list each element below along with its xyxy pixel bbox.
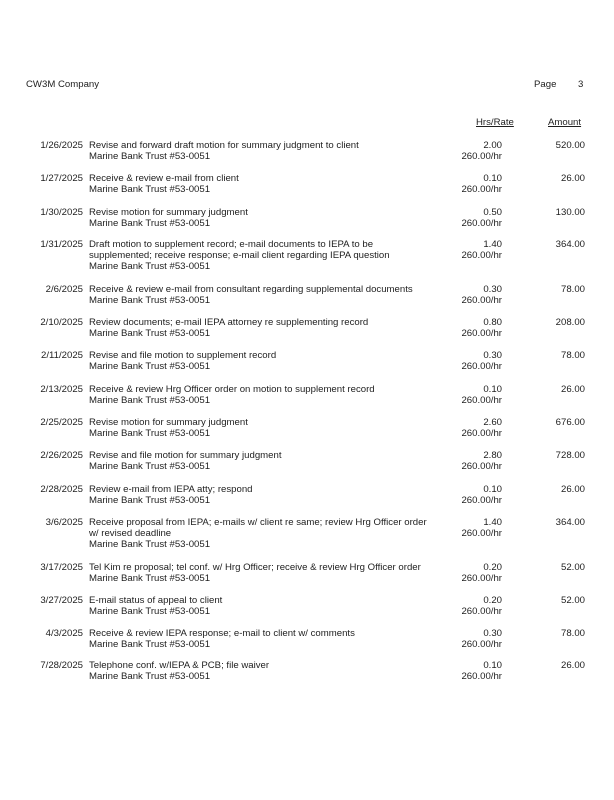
entry-matter: Marine Bank Trust #53-0051 bbox=[89, 261, 211, 272]
entry-amount: 26.00 bbox=[560, 660, 585, 671]
entry-amount: 26.00 bbox=[560, 173, 585, 184]
entry-date: 2/25/2025 bbox=[40, 417, 83, 428]
entry-hours: 0.20 bbox=[483, 562, 502, 573]
entry-hours: 0.80 bbox=[483, 317, 502, 328]
entry-amount: 208.00 bbox=[555, 317, 585, 328]
entry-hours: 2.80 bbox=[483, 450, 502, 461]
entry-description-line: Revise and file motion for summary judgment bbox=[89, 450, 282, 461]
entry-date: 2/13/2025 bbox=[40, 384, 83, 395]
entry-description bbox=[89, 417, 454, 439]
entry-hours: 0.10 bbox=[483, 484, 502, 495]
entry-rate: 260.00/hr bbox=[461, 218, 502, 229]
entry-description bbox=[89, 207, 454, 229]
entry-description-line: E-mail status of appeal to client bbox=[89, 595, 223, 606]
entry-matter: Marine Bank Trust #53-0051 bbox=[89, 151, 211, 162]
entry-matter: Marine Bank Trust #53-0051 bbox=[89, 328, 211, 339]
entry-hours: 0.30 bbox=[483, 628, 502, 639]
entry-matter: Marine Bank Trust #53-0051 bbox=[89, 428, 211, 439]
entry-matter: Marine Bank Trust #53-0051 bbox=[89, 539, 211, 550]
entry-date: 3/17/2025 bbox=[40, 562, 83, 573]
entry-hours: 0.50 bbox=[483, 207, 502, 218]
entry-description bbox=[89, 350, 454, 372]
entry-description-line: Telephone conf. w/IEPA & PCB; file waiver bbox=[89, 660, 270, 671]
entry-hours: 2.60 bbox=[483, 417, 502, 428]
entry-rate: 260.00/hr bbox=[461, 295, 502, 306]
entry-description-line: Receive & review IEPA response; e-mail to client w/ comments bbox=[89, 628, 355, 639]
entry-description-line: Receive proposal from IEPA; e-mails w/ client re same; review Hrg Officer order bbox=[89, 517, 427, 528]
entry-rate: 260.00/hr bbox=[461, 495, 502, 506]
entry-amount: 520.00 bbox=[555, 140, 585, 151]
entry-rate: 260.00/hr bbox=[461, 461, 502, 472]
entry-date: 3/6/2025 bbox=[45, 517, 83, 528]
entry-description-line: Review e-mail from IEPA atty; respond bbox=[89, 484, 253, 495]
entry-rate: 260.00/hr bbox=[461, 671, 502, 682]
entry-matter: Marine Bank Trust #53-0051 bbox=[89, 671, 211, 682]
entry-date: 1/26/2025 bbox=[40, 140, 83, 151]
entry-hours: 0.30 bbox=[483, 350, 502, 361]
entry-date: 2/28/2025 bbox=[40, 484, 83, 495]
entry-description bbox=[89, 484, 454, 506]
entry-description bbox=[89, 628, 454, 650]
entry-amount: 676.00 bbox=[555, 417, 585, 428]
entry-date: 1/31/2025 bbox=[40, 239, 83, 250]
entry-hours: 0.20 bbox=[483, 595, 502, 606]
entry-date: 2/6/2025 bbox=[45, 284, 83, 295]
entry-hours: 0.10 bbox=[483, 660, 502, 671]
entry-hours: 1.40 bbox=[483, 239, 502, 250]
entry-rate: 260.00/hr bbox=[461, 395, 502, 406]
entry-description bbox=[89, 384, 454, 406]
entry-description-line: w/ revised deadline bbox=[89, 528, 172, 539]
entry-description-line: Revise and file motion to supplement record bbox=[89, 350, 277, 361]
entry-amount: 728.00 bbox=[555, 450, 585, 461]
entry-date: 2/10/2025 bbox=[40, 317, 83, 328]
entry-rate: 260.00/hr bbox=[461, 361, 502, 372]
entry-description-line: supplemented; receive response; e-mail client regarding IEPA question bbox=[89, 250, 390, 261]
entry-description bbox=[89, 173, 454, 195]
entry-matter: Marine Bank Trust #53-0051 bbox=[89, 184, 211, 195]
entry-amount: 364.00 bbox=[555, 239, 585, 250]
entry-matter: Marine Bank Trust #53-0051 bbox=[89, 218, 211, 229]
entry-date: 2/11/2025 bbox=[41, 350, 83, 361]
entry-date: 4/3/2025 bbox=[45, 628, 83, 639]
entry-description-line: Draft motion to supplement record; e-mail documents to IEPA to be bbox=[89, 239, 374, 250]
entry-matter: Marine Bank Trust #53-0051 bbox=[89, 295, 211, 306]
entry-amount: 26.00 bbox=[560, 384, 585, 395]
entry-hours: 2.00 bbox=[483, 140, 502, 151]
entry-description bbox=[89, 140, 454, 162]
entry-amount: 78.00 bbox=[560, 628, 585, 639]
entry-description bbox=[89, 284, 454, 306]
entry-rate: 260.00/hr bbox=[461, 528, 502, 539]
entry-date: 2/26/2025 bbox=[40, 450, 83, 461]
page-number: 3 bbox=[578, 79, 584, 90]
entry-matter: Marine Bank Trust #53-0051 bbox=[89, 639, 211, 650]
entry-amount: 52.00 bbox=[560, 595, 585, 606]
entry-rate: 260.00/hr bbox=[461, 606, 502, 617]
entry-description bbox=[89, 239, 454, 272]
entry-amount: 78.00 bbox=[560, 350, 585, 361]
entry-hours: 1.40 bbox=[483, 517, 502, 528]
entry-description-line: Receive & review e-mail from client bbox=[89, 173, 239, 184]
entry-date: 7/28/2025 bbox=[40, 660, 83, 671]
entry-amount: 364.00 bbox=[555, 517, 585, 528]
entry-date: 3/27/2025 bbox=[40, 595, 83, 606]
entry-description bbox=[89, 562, 454, 584]
page-label: Page bbox=[534, 79, 557, 90]
entry-description bbox=[89, 317, 454, 339]
entry-matter: Marine Bank Trust #53-0051 bbox=[89, 361, 211, 372]
entry-amount: 130.00 bbox=[555, 207, 585, 218]
entry-date: 1/27/2025 bbox=[40, 173, 83, 184]
entry-description-line: Revise and forward draft motion for summary judgment to client bbox=[89, 140, 359, 151]
entry-matter: Marine Bank Trust #53-0051 bbox=[89, 606, 211, 617]
entry-matter: Marine Bank Trust #53-0051 bbox=[89, 395, 211, 406]
company-name: CW3M Company bbox=[26, 79, 100, 90]
entry-rate: 260.00/hr bbox=[461, 573, 502, 584]
column-header-hrs-rate: Hrs/Rate bbox=[476, 117, 514, 128]
entry-matter: Marine Bank Trust #53-0051 bbox=[89, 573, 211, 584]
entry-hours: 0.10 bbox=[483, 384, 502, 395]
entry-description-line: Revise motion for summary judgment bbox=[89, 417, 248, 428]
entry-rate: 260.00/hr bbox=[461, 328, 502, 339]
entry-description-line: Receive & review e-mail from consultant regarding supplemental documents bbox=[89, 284, 413, 295]
entry-description-line: Tel Kim re proposal; tel conf. w/ Hrg Officer; receive & review Hrg Officer order bbox=[89, 562, 421, 573]
entry-description-line: Review documents; e-mail IEPA attorney re supplementing record bbox=[89, 317, 369, 328]
entry-rate: 260.00/hr bbox=[461, 250, 502, 261]
entry-amount: 52.00 bbox=[560, 562, 585, 573]
entry-description bbox=[89, 595, 454, 617]
entry-amount: 78.00 bbox=[560, 284, 585, 295]
entry-hours: 0.10 bbox=[483, 173, 502, 184]
entry-description bbox=[89, 660, 454, 682]
entry-matter: Marine Bank Trust #53-0051 bbox=[89, 495, 211, 506]
entry-description-line: Receive & review Hrg Officer order on motion to supplement record bbox=[89, 384, 375, 395]
entry-description bbox=[89, 450, 454, 472]
column-header-amount: Amount bbox=[548, 117, 582, 128]
entry-description-line: Revise motion for summary judgment bbox=[89, 207, 248, 218]
entry-hours: 0.30 bbox=[483, 284, 502, 295]
entry-matter: Marine Bank Trust #53-0051 bbox=[89, 461, 211, 472]
entry-rate: 260.00/hr bbox=[461, 428, 502, 439]
entry-rate: 260.00/hr bbox=[461, 639, 502, 650]
entry-amount: 26.00 bbox=[560, 484, 585, 495]
entry-rate: 260.00/hr bbox=[461, 151, 502, 162]
entry-description bbox=[89, 517, 454, 550]
entry-date: 1/30/2025 bbox=[40, 207, 83, 218]
entry-rate: 260.00/hr bbox=[461, 184, 502, 195]
